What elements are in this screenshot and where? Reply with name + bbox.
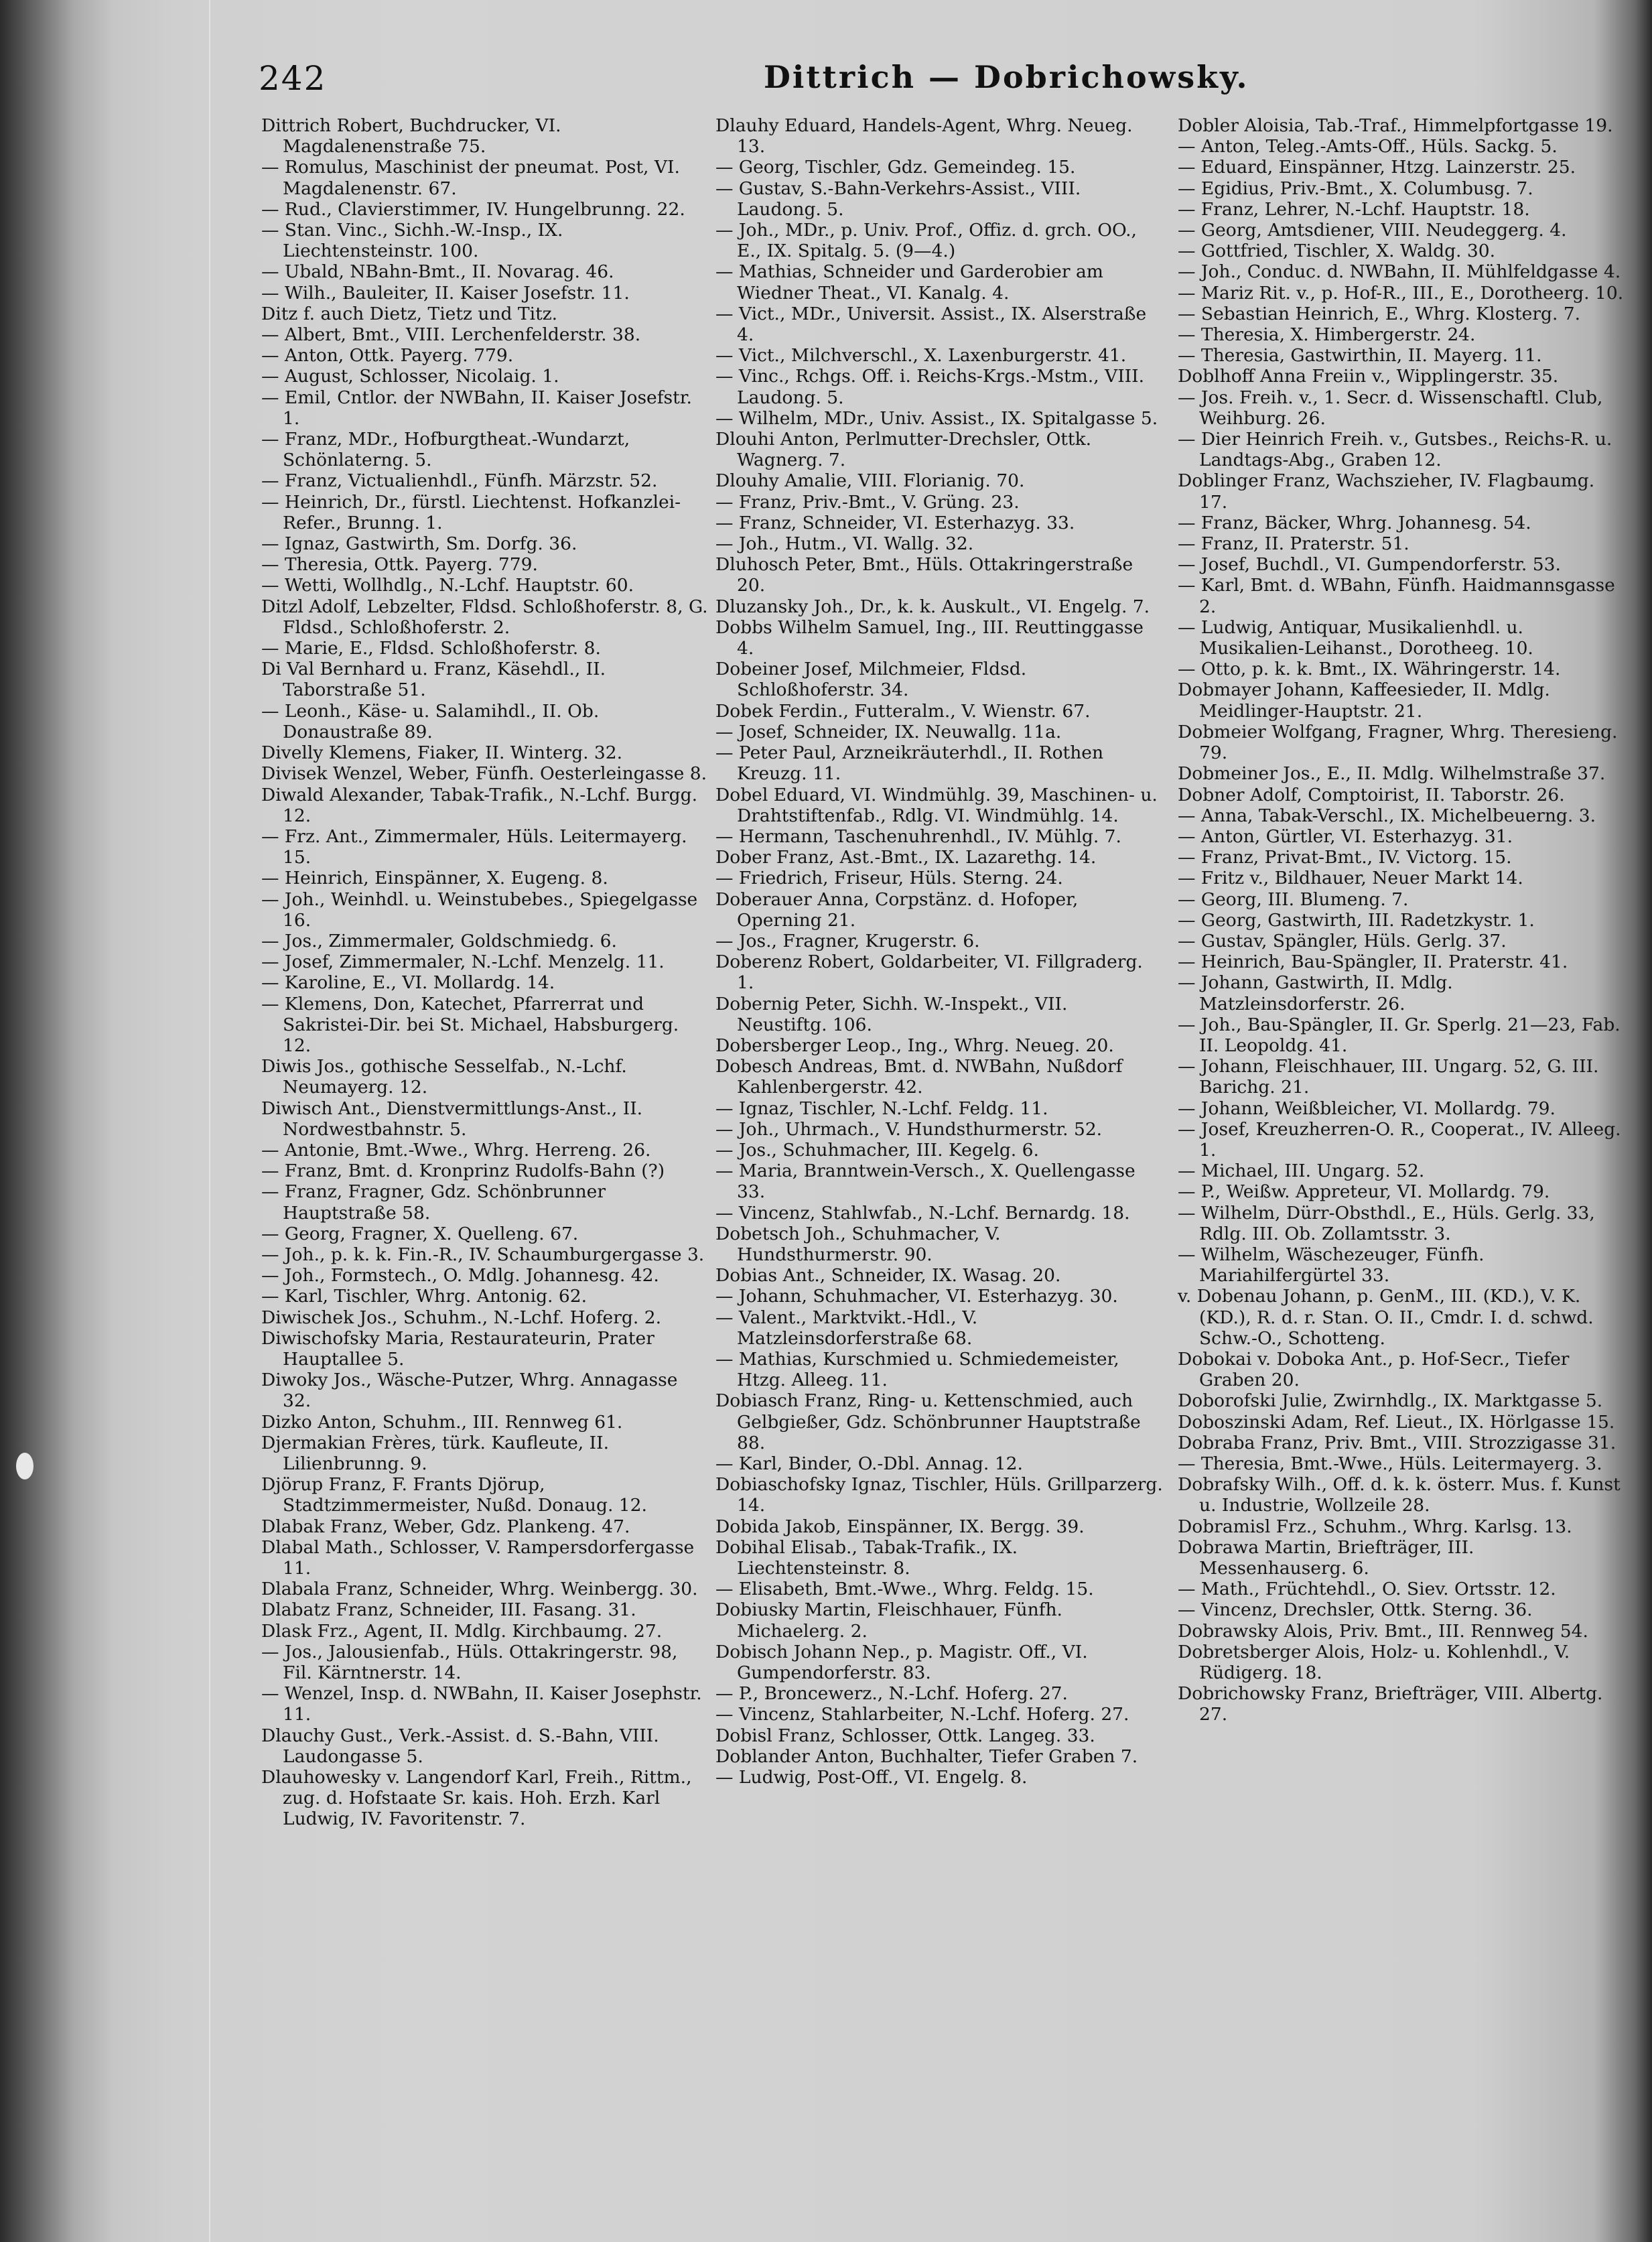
directory-entry: — Karl, Tischler, Whrg. Antonig. 62. [261, 1286, 588, 1307]
binding-scratch [209, 0, 210, 2242]
directory-entry: Doboszinski Adam, Ref. Lieut., IX. Hörlgasse 15. [1178, 1411, 1615, 1433]
directory-entry: Dobernig Peter, Sichh. W.-Inspekt., VII. Neustiftg. 106. [715, 993, 1068, 1035]
directory-entry: Doborofski Julie, Zwirnhdlg., IX. Marktgasse 5. [1178, 1390, 1603, 1412]
paper-stain [16, 1453, 33, 1479]
directory-entry: Dobramisl Frz., Schuhm., Whrg. Karlsg. 13. [1178, 1516, 1572, 1537]
directory-entry: — Wilhelm, Wäschezeuger, Fünfh. Mariahilfergürtel 33. [1178, 1244, 1485, 1287]
directory-entry: — Anton, Teleg.-Amts-Off., Hüls. Sackg. 5. [1178, 136, 1558, 157]
directory-entry: Dobesch Andreas, Bmt. d. NWBahn, Nußdorf Kahlenbergerstr. 42. [715, 1056, 1123, 1098]
directory-entry: — Heinrich, Dr., fürstl. Liechtenst. Hofkanzlei-Refer., Brunng. 1. [261, 491, 681, 533]
directory-entry: Divisek Wenzel, Weber, Fünfh. Oesterleingasse 8. [261, 763, 707, 785]
directory-entry: Diwischek Jos., Schuhm., N.-Lchf. Hoferg. 2. [261, 1307, 662, 1328]
directory-entry: Dobiusky Martin, Fleischhauer, Fünfh. Michaelerg. 2. [715, 1599, 1062, 1642]
directory-entry: — Georg, Tischler, Gdz. Gemeindeg. 15. [715, 157, 1076, 178]
directory-entry: — Antonie, Bmt.-Wwe., Whrg. Herreng. 26. [261, 1139, 651, 1161]
directory-entry: v. Dobenau Johann, p. GenM., III. (KD.), V. K. (KD.), R. d. r. Stan. O. II., Cmdr. I. d. schwd. Schw.-O., Schotteng. [1178, 1286, 1594, 1349]
directory-entry: — Sebastian Heinrich, E., Whrg. Klosterg. 7. [1178, 303, 1581, 324]
directory-entry: Dobiaschofsky Ignaz, Tischler, Hüls. Grillparzerg. 14. [715, 1474, 1163, 1516]
directory-entry: — Hermann, Taschenuhrenhdl., IV. Mühlg. 7. [715, 826, 1121, 847]
directory-entry: — Jos. Freih. v., 1. Secr. d. Wissenschaftl. Club, Weihburg. 26. [1178, 387, 1603, 429]
directory-entry: Dobeiner Josef, Milchmeier, Fldsd. Schloßhoferstr. 34. [715, 659, 1027, 701]
directory-entry: — Jos., Zimmermaler, Goldschmiedg. 6. [261, 930, 617, 951]
directory-entry: — Joh., Conduc. d. NWBahn, II. Mühlfeldgasse 4. [1178, 261, 1621, 283]
directory-entry: — Romulus, Maschinist der pneumat. Post, VI. Magdalenenstr. 67. [261, 157, 680, 199]
directory-entry: — Franz, Privat-Bmt., IV. Victorg. 15. [1178, 847, 1512, 868]
directory-entry: — Mariz Rit. v., p. Hof-R., III., E., Dorotheerg. 10. [1178, 282, 1624, 304]
directory-entry: — Michael, III. Ungarg. 52. [1178, 1161, 1425, 1182]
directory-entry: Doberenz Robert, Goldarbeiter, VI. Fillgraderg. 1. [715, 951, 1143, 994]
directory-entry: — August, Schlosser, Nicolaig. 1. [261, 366, 559, 387]
directory-entry: Diwisch Ant., Dienstvermittlungs-Anst., II. Nordwestbahnstr. 5. [261, 1098, 643, 1140]
directory-entry: — Wilhelm, MDr., Univ. Assist., IX. Spitalgasse 5. [715, 407, 1158, 429]
directory-entry: Diwald Alexander, Tabak-Trafik., N.-Lchf. Burgg. 12. [261, 784, 697, 826]
directory-entry: — Franz, Priv.-Bmt., V. Grüng. 23. [715, 491, 1020, 513]
directory-entry: — Johann, Schuhmacher, VI. Esterhazyg. 30. [715, 1286, 1118, 1307]
directory-entry: — Josef, Buchdl., VI. Gumpendorferstr. 53. [1178, 554, 1561, 576]
directory-entry: — Egidius, Priv.-Bmt., X. Columbusg. 7. [1178, 178, 1533, 199]
directory-entry: — Vinc., Rchgs. Off. i. Reichs-Krgs.-Mstm., VIII. Laudong. 5. [715, 366, 1145, 408]
directory-entry: Dobraba Franz, Priv. Bmt., VIII. Strozzigasse 31. [1178, 1432, 1616, 1453]
directory-entry: — Peter Paul, Arzneikräuterhdl., II. Rothen Kreuzg. 11. [715, 742, 1104, 785]
directory-entry: — Frz. Ant., Zimmermaler, Hüls. Leitermayerg. 15. [261, 826, 687, 868]
directory-entry: — Stan. Vinc., Sichh.-W.-Insp., IX. Liechtensteinstr. 100. [261, 220, 563, 262]
directory-entry: — Eduard, Einspänner, Htzg. Lainzerstr. 25. [1178, 157, 1576, 178]
directory-entry: — Vincenz, Stahlarbeiter, N.-Lchf. Hoferg. 27. [715, 1704, 1129, 1725]
directory-entry: — Jos., Fragner, Krugerstr. 6. [715, 930, 980, 951]
directory-entry: — Georg, III. Blumeng. 7. [1178, 888, 1409, 910]
directory-entry: — Gustav, Spängler, Hüls. Gerlg. 37. [1178, 930, 1507, 951]
directory-entry: Djermakian Frères, türk. Kaufleute, II. Lilienbrunng. 9. [261, 1432, 610, 1474]
directory-entry: — Marie, E., Fldsd. Schloßhoferstr. 8. [261, 638, 601, 659]
directory-entry: — Joh., Uhrmach., V. Hundsthurmerstr. 52. [715, 1118, 1103, 1140]
directory-column-3 [1178, 115, 1625, 1725]
directory-entry: — Theresia, Bmt.-Wwe., Hüls. Leitermayerg. 3. [1178, 1453, 1602, 1474]
directory-entry: — Joh., Weinhdl. u. Weinstubebes., Spiegelgasse 16. [261, 888, 698, 931]
directory-entry: — Heinrich, Einspänner, X. Eugeng. 8. [261, 868, 608, 889]
directory-entry: Dobias Ant., Schneider, IX. Wasag. 20. [715, 1265, 1061, 1287]
directory-entry: — Valent., Marktvikt.-Hdl., V. Matzleinsdorferstraße 68. [715, 1307, 978, 1349]
directory-entry: — Emil, Cntlor. der NWBahn, II. Kaiser Josefstr. 1. [261, 387, 692, 429]
directory-entry: Dlauhowesky v. Langendorf Karl, Freih., Rittm., zug. d. Hofstaate Sr. kais. Hoh. Erzh. Karl Ludwig, IV. Favoritenstr. 7. [261, 1767, 692, 1830]
directory-entry: Dobek Ferdin., Futteralm., V. Wienstr. 67. [715, 700, 1091, 722]
directory-entry: — Jos., Jalousienfab., Hüls. Ottakringerstr. 98, Fil. Kärntnerstr. 14. [261, 1641, 678, 1684]
directory-entry: Dlabak Franz, Weber, Gdz. Plankeng. 47. [261, 1516, 630, 1537]
directory-entry: — Joh., p. k. k. Fin.-R., IV. Schaumburgergasse 3. [261, 1244, 705, 1265]
directory-entry: Dobel Eduard, VI. Windmühlg. 39, Maschinen- u. Drahtstiftenfab., Rdlg. VI. Windmühlg. 14. [715, 784, 1158, 826]
directory-entry: Diwischofsky Maria, Restaurateurin, Prater Hauptallee 5. [261, 1327, 655, 1370]
directory-entry: Diwoky Jos., Wäsche-Putzer, Whrg. Annagasse 32. [261, 1370, 678, 1412]
directory-entry: Dluzansky Joh., Dr., k. k. Auskult., VI. Engelg. 7. [715, 596, 1150, 617]
directory-entry: Dobner Adolf, Comptoirist, II. Taborstr. 26. [1178, 784, 1565, 805]
directory-entry: — Math., Früchtehdl., O. Siev. Ortsstr. 12. [1178, 1579, 1556, 1600]
directory-entry: — Josef, Schneider, IX. Neuwallg. 11a. [715, 721, 1062, 742]
directory-entry: Dlask Frz., Agent, II. Mdlg. Kirchbaumg. 27. [261, 1620, 663, 1642]
directory-entry: Dlabal Math., Schlosser, V. Rampersdorfergasse 11. [261, 1536, 695, 1579]
directory-entry: — Anna, Tabak-Verschl., IX. Michelbeuerng. 3. [1178, 805, 1596, 826]
directory-entry: — Joh., MDr., p. Univ. Prof., Offiz. d. grch. OO., E., IX. Spitalg. 5. (9—4.) [715, 220, 1137, 262]
directory-entry: — Elisabeth, Bmt.-Wwe., Whrg. Feldg. 15. [715, 1579, 1094, 1600]
directory-entry: — P., Weißw. Appreteur, VI. Mollardg. 79. [1178, 1181, 1550, 1203]
directory-entry: Dobisch Johann Nep., p. Magistr. Off., VI. Gumpendorferstr. 83. [715, 1641, 1088, 1684]
directory-entry: Dlabatz Franz, Schneider, III. Fasang. 31. [261, 1599, 636, 1621]
directory-entry: Ditzl Adolf, Lebzelter, Fldsd. Schloßhoferstr. 8, G. Fldsd., Schloßhoferstr. 2. [261, 596, 708, 638]
directory-entry: — Franz, II. Praterstr. 51. [1178, 533, 1409, 555]
directory-entry: Djörup Franz, F. Frants Djörup, Stadtzimmermeister, Nußd. Donaug. 12. [261, 1474, 647, 1516]
directory-entry: Dizko Anton, Schuhm., III. Rennweg 61. [261, 1411, 623, 1433]
directory-entry: Dobretsberger Alois, Holz- u. Kohlenhdl., V. Rüdigerg. 18. [1178, 1641, 1570, 1684]
directory-entry: — Georg, Amtsdiener, VIII. Neudeggerg. 4. [1178, 220, 1567, 241]
directory-entry: Dobisl Franz, Schlosser, Ottk. Langeg. 33. [715, 1725, 1095, 1746]
directory-entry: — Franz, Bmt. d. Kronprinz Rudolfs-Bahn (?) [261, 1161, 665, 1182]
directory-entry: — Franz, Bäcker, Whrg. Johannesg. 54. [1178, 512, 1531, 533]
directory-entry: — Jos., Schuhmacher, III. Kegelg. 6. [715, 1139, 1039, 1161]
directory-entry: Dlauchy Gust., Verk.-Assist. d. S.-Bahn, VIII. Laudongasse 5. [261, 1725, 659, 1767]
directory-entry: — Karoline, E., VI. Mollardg. 14. [261, 972, 555, 994]
directory-entry: — P., Broncewerz., N.-Lchf. Hoferg. 27. [715, 1683, 1068, 1705]
directory-entry: — Wetti, Wollhdlg., N.-Lchf. Hauptstr. 60. [261, 575, 634, 596]
directory-entry: — Maria, Branntwein-Versch., X. Quellengasse 33. [715, 1161, 1135, 1203]
directory-entry: — Mathias, Schneider und Garderobier am Wiedner Theat., VI. Kanalg. 4. [715, 261, 1103, 304]
directory-entry: — Franz, Fragner, Gdz. Schönbrunner Hauptstraße 58. [261, 1181, 606, 1224]
directory-entry: Dobersberger Leop., Ing., Whrg. Neueg. 20. [715, 1035, 1114, 1056]
directory-entry: Diwis Jos., gothische Sesselfab., N.-Lchf. Neumayerg. 12. [261, 1056, 627, 1098]
directory-entry: — Josef, Kreuzherren-O. R., Cooperat., IV. Alleeg. 1. [1178, 1118, 1621, 1161]
directory-entry: — Theresia, X. Himbergerstr. 24. [1178, 324, 1476, 346]
directory-entry: — Fritz v., Bildhauer, Neuer Markt 14. [1178, 868, 1523, 889]
directory-entry: — Mathias, Kurschmied u. Schmiedemeister, Htzg. Alleeg. 11. [715, 1348, 1119, 1391]
directory-entry: — Ignaz, Tischler, N.-Lchf. Feldg. 11. [715, 1098, 1048, 1119]
directory-entry: Divelly Klemens, Fiaker, II. Winterg. 32. [261, 742, 623, 764]
directory-entry: Ditz f. auch Dietz, Tietz und Titz. [261, 303, 558, 324]
directory-entry: Dobbs Wilhelm Samuel, Ing., III. Reuttinggasse 4. [715, 616, 1144, 659]
directory-entry: — Ignaz, Gastwirth, Sm. Dorfg. 36. [261, 533, 577, 555]
directory-entry: Dobrawsky Alois, Priv. Bmt., III. Rennweg 54. [1178, 1620, 1588, 1642]
directory-entry: — Wilh., Bauleiter, II. Kaiser Josefstr. 11. [261, 282, 630, 304]
directory-entry: — Anton, Gürtler, VI. Esterhazyg. 31. [1178, 826, 1513, 847]
directory-entry: — Franz, Victualienhdl., Fünfh. Märzstr. 52. [261, 470, 658, 492]
directory-entry: Dobmeier Wolfgang, Fragner, Whrg. Theresieng. 79. [1178, 721, 1618, 764]
directory-entry: Dlouhy Amalie, VIII. Florianig. 70. [715, 470, 1025, 492]
running-header: Dittrich — Dobrichowsky. [764, 59, 1249, 95]
directory-entry: — Theresia, Gastwirthin, II. Mayerg. 11. [1178, 345, 1542, 367]
directory-entry: — Franz, Schneider, VI. Esterhazyg. 33. [715, 512, 1075, 533]
directory-entry: Doberauer Anna, Corpstänz. d. Hofoper, Operning 21. [715, 888, 1079, 931]
directory-entry: — Leonh., Käse- u. Salamihdl., II. Ob. Donaustraße 89. [261, 700, 600, 742]
directory-entry: Dobrawa Martin, Briefträger, III. Messenhauserg. 6. [1178, 1536, 1474, 1579]
directory-entry: — Georg, Gastwirth, III. Radetzkystr. 1. [1178, 909, 1535, 931]
directory-entry: — Ludwig, Antiquar, Musikalienhdl. u. Musikalien-Leihanst., Dorotheeg. 10. [1178, 616, 1533, 659]
directory-entry: Dluhosch Peter, Bmt., Hüls. Ottakringerstraße 20. [715, 554, 1133, 596]
directory-entry: — Anton, Ottk. Payerg. 779. [261, 345, 514, 367]
directory-entry: Doblinger Franz, Wachszieher, IV. Flagbaumg. 17. [1178, 470, 1595, 513]
directory-entry: — Friedrich, Friseur, Hüls. Sterng. 24. [715, 868, 1063, 889]
directory-entry: Dlouhi Anton, Perlmutter-Drechsler, Ottk. Wagnerg. 7. [715, 429, 1092, 471]
directory-entry: Di Val Bernhard u. Franz, Käsehdl., II. Taborstraße 51. [261, 659, 606, 701]
directory-entry: — Heinrich, Bau-Spängler, II. Praterstr. 41. [1178, 951, 1568, 973]
directory-entry: — Theresia, Ottk. Payerg. 779. [261, 554, 538, 576]
directory-entry: Dobiasch Franz, Ring- u. Kettenschmied, auch Gelbgießer, Gdz. Schönbrunner Hauptstraße 88. [715, 1390, 1141, 1453]
directory-entry: Dobmeiner Jos., E., II. Mdlg. Wilhelmstraße 37. [1178, 763, 1606, 785]
directory-entry: — Karl, Binder, O.-Dbl. Annag. 12. [715, 1453, 1023, 1474]
directory-entry: Dlauhy Eduard, Handels-Agent, Whrg. Neueg. 13. [715, 115, 1133, 157]
directory-entry: Dobrafsky Wilh., Off. d. k. k. österr. Mus. f. Kunst u. Industrie, Wollzeile 28. [1178, 1474, 1621, 1516]
directory-entry: — Klemens, Don, Katechet, Pfarrerrat und Sakristei-Dir. bei St. Michael, Habsburgerg. 12. [261, 993, 679, 1056]
directory-entry: Dobida Jakob, Einspänner, IX. Bergg. 39. [715, 1516, 1085, 1537]
directory-entry: — Albert, Bmt., VIII. Lerchenfelderstr. 38. [261, 324, 641, 346]
directory-entry: — Dier Heinrich Freih. v., Gutsbes., Reichs-R. u. Landtags-Abg., Graben 12. [1178, 429, 1612, 471]
directory-entry: — Gottfried, Tischler, X. Waldg. 30. [1178, 241, 1496, 262]
directory-entry: Doblander Anton, Buchhalter, Tiefer Graben 7. [715, 1745, 1138, 1767]
directory-entry: Dobihal Elisab., Tabak-Trafik., IX. Liechtensteinstr. 8. [715, 1536, 1018, 1579]
directory-entry: — Ubald, NBahn-Bmt., II. Novarag. 46. [261, 261, 614, 283]
directory-entry: Doblhoff Anna Freiin v., Wipplingerstr. 35. [1178, 366, 1559, 387]
directory-entry: — Karl, Bmt. d. WBahn, Fünfh. Haidmannsgasse 2. [1178, 575, 1615, 617]
directory-entry: Dittrich Robert, Buchdrucker, VI. Magdalenenstraße 75. [261, 115, 561, 157]
directory-column-1 [261, 115, 709, 1830]
directory-entry: — Georg, Fragner, X. Quelleng. 67. [261, 1223, 579, 1244]
directory-entry: Dober Franz, Ast.-Bmt., IX. Lazarethg. 14. [715, 847, 1097, 868]
directory-entry: — Joh., Bau-Spängler, II. Gr. Sperlg. 21—23, Fab. II. Leopoldg. 41. [1178, 1014, 1621, 1056]
directory-entry: — Joh., Hutm., VI. Wallg. 32. [715, 533, 974, 555]
directory-entry: — Franz, Lehrer, N.-Lchf. Hauptstr. 18. [1178, 198, 1530, 220]
directory-entry: — Ludwig, Post-Off., VI. Engelg. 8. [715, 1767, 1028, 1788]
directory-entry: — Johann, Weißbleicher, VI. Mollardg. 79. [1178, 1098, 1556, 1119]
directory-entry: Dobler Aloisia, Tab.-Traf., Himmelpfortgasse 19. [1178, 115, 1613, 136]
directory-entry: Dobmayer Johann, Kaffeesieder, II. Mdlg. Meidlinger-Hauptstr. 21. [1178, 679, 1550, 722]
directory-entry: — Wilhelm, Dürr-Obsthdl., E., Hüls. Gerlg. 33, Rdlg. III. Ob. Zollamtsstr. 3. [1178, 1202, 1595, 1244]
directory-entry: — Joh., Formstech., O. Mdlg. Johannesg. 42. [261, 1265, 659, 1287]
directory-entry: — Franz, MDr., Hofburgtheat.-Wundarzt, Schönlaterng. 5. [261, 429, 630, 471]
directory-entry: — Vict., Milchverschl., X. Laxenburgerstr. 41. [715, 345, 1127, 367]
page-number: 242 [259, 59, 327, 98]
directory-entry: — Josef, Zimmermaler, N.-Lchf. Menzelg. 11. [261, 951, 665, 973]
directory-entry: — Gustav, S.-Bahn-Verkehrs-Assist., VIII. Laudong. 5. [715, 178, 1081, 220]
directory-entry: — Vincenz, Drechsler, Ottk. Sterng. 36. [1178, 1599, 1533, 1621]
directory-entry: Dlabala Franz, Schneider, Whrg. Weinbergg. 30. [261, 1579, 698, 1600]
directory-entry: Dobrichowsky Franz, Briefträger, VIII. Albertg. 27. [1178, 1683, 1603, 1725]
directory-entry: — Otto, p. k. k. Bmt., IX. Währingerstr. 14. [1178, 659, 1561, 680]
directory-column-2 [715, 115, 1163, 1788]
directory-entry: — Wenzel, Insp. d. NWBahn, II. Kaiser Josephstr. 11. [261, 1683, 702, 1725]
directory-entry: Dobetsch Joh., Schuhmacher, V. Hundsthurmerstr. 90. [715, 1223, 1001, 1265]
directory-entry: — Vict., MDr., Universit. Assist., IX. Alserstraße 4. [715, 303, 1147, 346]
directory-entry: — Rud., Clavierstimmer, IV. Hungelbrunng. 22. [261, 198, 685, 220]
directory-entry: — Johann, Fleischhauer, III. Ungarg. 52, G. III. Barichg. 21. [1178, 1056, 1599, 1098]
directory-entry: — Vincenz, Stahlwfab., N.-Lchf. Bernardg. 18. [715, 1202, 1130, 1224]
directory-entry: — Johann, Gastwirth, II. Mdlg. Matzleinsdorferstr. 26. [1178, 972, 1453, 1014]
directory-entry: Dobokai v. Doboka Ant., p. Hof-Secr., Tiefer Graben 20. [1178, 1348, 1570, 1391]
